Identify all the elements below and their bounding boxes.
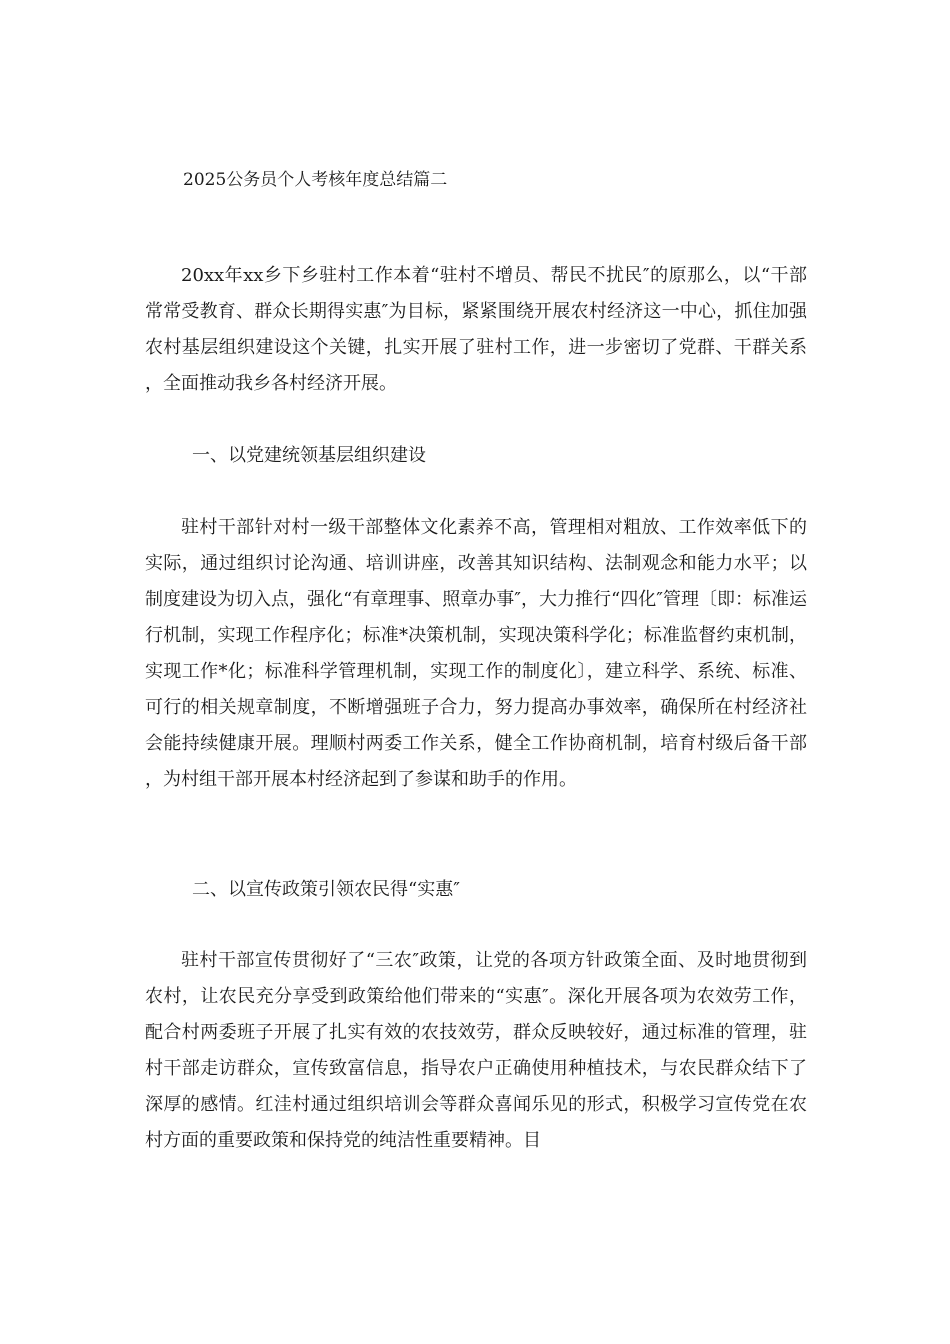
section-heading-1: 一、以党建统领基层组织建设 <box>192 445 426 466</box>
intro-paragraph: 20xx年xx乡下乡驻村工作本着“驻村不增员、帮民不扰民″的原那么，以“干部常常受教育、群众长期得实惠″为目标，紧紧围绕开展农村经济这一中心，抓住加强农村基层组织建设这个关键，扎实开展了驻村工作，进一步密切了党群、干群关系，全面推动我乡各村经济开展。 <box>145 265 807 394</box>
section-2-paragraph: 驻村干部宣传贯彻好了“三农″政策，让党的各项方针政策全面、及时地贯彻到农村，让农民充分享受到政策给他们带来的“实惠″。深化开展各项为农效劳工作，配合村两委班子开展了扎实有效的农技效劳，群众反映较好，通过标准的管理，驻村干部走访群众，宣传致富信息，指导农户正确使用种植技术，与农民群众结下了深厚的感情。红洼村通过组织培训会等群众喜闻乐见的形式，积极学习宣传党在农村方面的重要政策和保持党的纯洁性重要精神。目 <box>145 950 807 1151</box>
section-1-paragraph: 驻村干部针对村一级干部整体文化素养不高，管理相对粗放、工作效率低下的实际，通过组织讨论沟通、培训讲座，改善其知识结构、法制观念和能力水平；以制度建设为切入点，强化“有章理事、照章办事″，大力推行“四化″管理〔即：标准运行机制，实现工作程序化；标准*决策机制，实现决策科学化；标准监督约束机制，实现工作*化；标准科学管理机制，实现工作的制度化〕，建立科学、系统、标准、可行的相关规章制度，不断增强班子合力，努力提高办事效率，确保所在村经济社会能持续健康开展。理顺村两委工作关系，健全工作协商机制，培育村级后备干部，为村组干部开展本村经济起到了参谋和助手的作用。 <box>145 517 807 790</box>
document-title: 2025公务员个人考核年度总结篇二 <box>183 170 448 190</box>
section-heading-2: 二、以宣传政策引领农民得“实惠″ <box>192 879 460 900</box>
